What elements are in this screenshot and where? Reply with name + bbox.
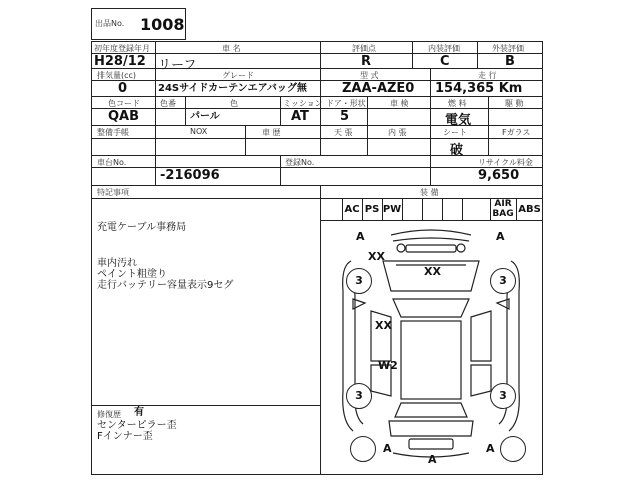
mark-rear-bumper: A bbox=[428, 453, 437, 466]
tire-rear-right: 3 bbox=[490, 383, 516, 409]
drive-label: 駆 動 bbox=[505, 99, 524, 108]
note-line-3: 走行バッテリー容量表示9セグ bbox=[97, 280, 234, 291]
displacement-label: 排気量(cc) bbox=[97, 71, 137, 80]
color-code-label: 色コード bbox=[108, 99, 140, 108]
mark-hood: XX bbox=[424, 265, 441, 278]
roof-lining-label: 天 張 bbox=[334, 128, 353, 137]
transmission-value: AT bbox=[291, 109, 309, 124]
fuel-label: 燃 料 bbox=[448, 99, 467, 108]
chassis-value: -216096 bbox=[160, 168, 220, 183]
recycle-label: リサイクル料金 bbox=[478, 158, 533, 167]
score-label: 評価点 bbox=[352, 44, 376, 53]
note-charging-cable: 充電ケーブル事務局 bbox=[97, 222, 187, 233]
lot-label: 出品No. bbox=[95, 19, 125, 28]
repair-note-1: センターピラー歪 bbox=[97, 420, 177, 431]
recycle-value: 9,650 bbox=[478, 168, 520, 183]
note-line-1: 車内汚れ bbox=[97, 258, 137, 269]
grade-value: 24Sサイドカーテンエアバッグ無 bbox=[158, 83, 307, 94]
tire-spare-right bbox=[500, 436, 526, 462]
tire-spare-left bbox=[350, 436, 376, 462]
lot-number: 1008 bbox=[140, 15, 185, 34]
seat-value: 破 bbox=[450, 143, 464, 158]
notes-label: 特記事項 bbox=[97, 188, 129, 197]
repair-value: 有 bbox=[134, 407, 144, 418]
model-label: 型 式 bbox=[360, 71, 379, 80]
exterior-grade-label: 外装評価 bbox=[492, 44, 524, 53]
mark-left-rear-door: W2 bbox=[378, 359, 398, 372]
inspection-label: 車 検 bbox=[390, 99, 409, 108]
mark-front-left-fender: XX bbox=[368, 250, 385, 263]
mark-front-right-corner: A bbox=[496, 230, 505, 243]
tire-front-left: 3 bbox=[346, 268, 372, 294]
fuel-value: 電気 bbox=[445, 113, 472, 128]
interior-lining-label: 内 張 bbox=[388, 128, 407, 137]
mark-front-left-corner: A bbox=[356, 230, 365, 243]
displacement-value: 0 bbox=[118, 81, 128, 96]
mark-rear-left: A bbox=[383, 442, 392, 455]
transmission-label: ミッション bbox=[283, 99, 323, 108]
car-name-value: リーフ bbox=[158, 58, 197, 73]
equipment-ac: AC bbox=[344, 204, 360, 215]
nox-label: NOX bbox=[190, 127, 208, 136]
color-label: 色 bbox=[230, 99, 238, 108]
doors-label: ドア・形状 bbox=[326, 99, 366, 108]
maintenance-label: 整備手帳 bbox=[97, 128, 129, 137]
mark-left-front-door: XX bbox=[375, 319, 392, 332]
score-value: R bbox=[361, 54, 372, 69]
color-value: パール bbox=[190, 111, 220, 122]
tire-rear-left: 3 bbox=[346, 383, 372, 409]
mileage-label: 走 行 bbox=[478, 71, 497, 80]
equipment-abs: ABS bbox=[518, 204, 541, 215]
equipment-label: 装 備 bbox=[420, 188, 439, 197]
equipment-airbag: AIR BAG bbox=[492, 199, 514, 219]
note-line-2: ペイント粗塗り bbox=[97, 269, 167, 280]
history-label: 車 歴 bbox=[262, 128, 281, 137]
chassis-label: 車台No. bbox=[97, 158, 127, 167]
lot-box bbox=[91, 8, 186, 40]
mileage-value: 154,365 Km bbox=[435, 81, 523, 96]
color-number-label: 色番 bbox=[160, 99, 176, 108]
seat-label: シート bbox=[443, 128, 467, 137]
tire-front-right: 3 bbox=[490, 268, 516, 294]
grade-label: グレード bbox=[222, 71, 254, 80]
color-code-value: QAB bbox=[108, 109, 140, 124]
interior-grade-label: 内装評価 bbox=[428, 44, 460, 53]
first-reg-value: H28/12 bbox=[94, 54, 146, 69]
doors-value: 5 bbox=[340, 109, 350, 124]
repair-note-2: Fインナー歪 bbox=[97, 431, 153, 442]
exterior-grade-value: B bbox=[505, 54, 515, 69]
repair-label: 修復歴 bbox=[97, 410, 121, 419]
mark-rear-right: A bbox=[486, 442, 495, 455]
glass-label: Fガラス bbox=[502, 128, 531, 137]
interior-grade-value: C bbox=[440, 54, 450, 69]
first-reg-label: 初年度登録年月 bbox=[94, 44, 150, 53]
model-value: ZAA-AZE0 bbox=[342, 81, 415, 96]
car-name-label: 車 名 bbox=[222, 44, 241, 53]
equipment-pw: PW bbox=[382, 204, 402, 215]
equipment-ps: PS bbox=[364, 204, 380, 215]
registration-label: 登録No. bbox=[285, 158, 315, 167]
